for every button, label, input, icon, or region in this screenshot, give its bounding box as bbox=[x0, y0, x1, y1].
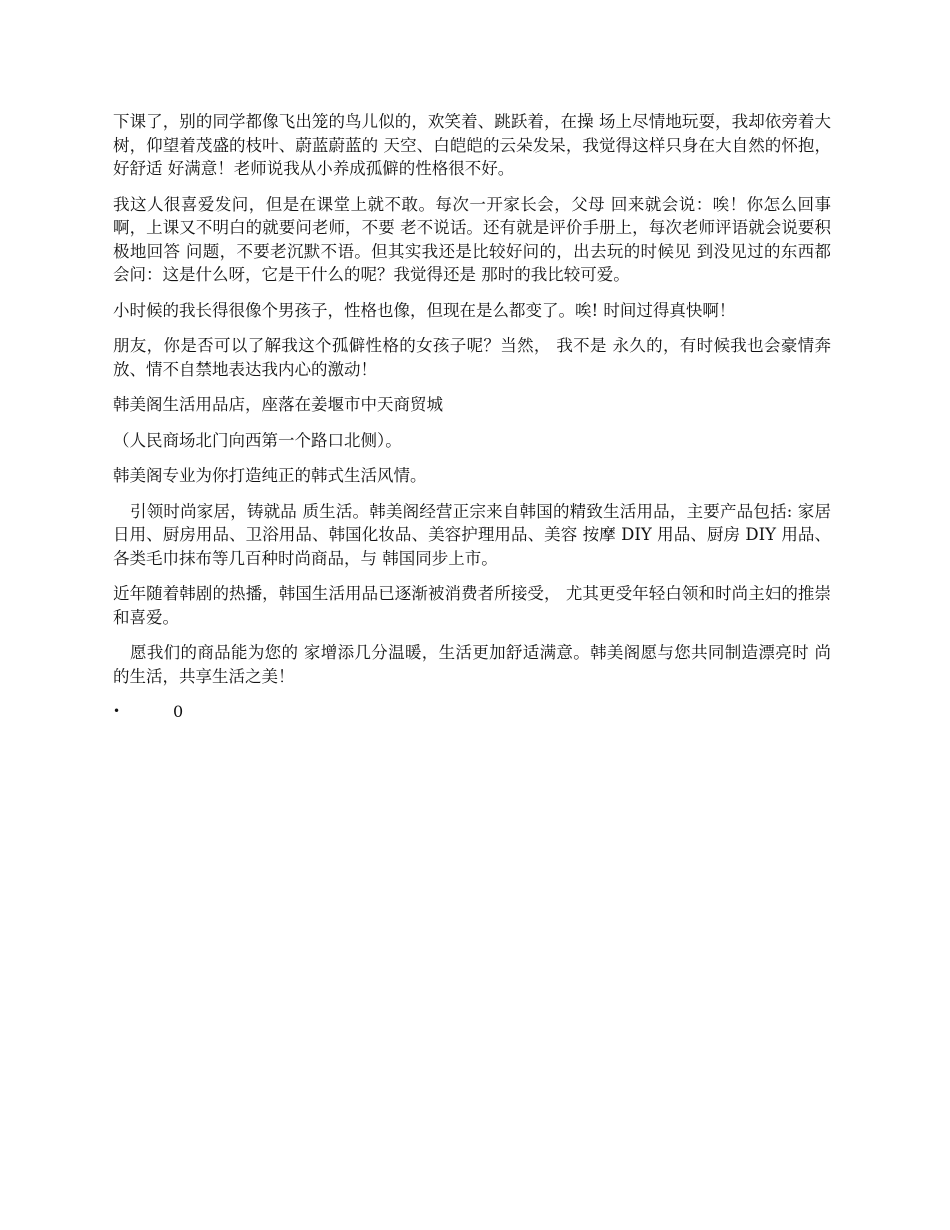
paragraph-9: 近年随着韩剧的热播，韩国生活用品已逐渐被消费者所接受， 尤其更受年轻白领和时尚主妇的推崇和喜爱。 bbox=[113, 584, 831, 627]
paragraph-2: 我这人很喜爱发问，但是在课堂上就不敢。每次一开家长会，父母 回来就会说：唉！你怎么回事啊，上课又不明白的就要问老师，不要 老不说话。还有就是评价手册上，每次老师评语就会说要积极地回答 问题，不要老沉默不语。但其实我还是比较好问的，出去玩的时候见 到没见过的东西都会问：这是什么呀，它是干什么的呢？我觉得还是 那时的我比较可爱。 bbox=[113, 194, 831, 284]
paragraph-7: 韩美阁专业为你打造纯正的韩式生活风情。 bbox=[113, 466, 427, 485]
paragraph-6: （人民商场北门向西第一个路口北侧）。 bbox=[113, 430, 402, 450]
paragraph-5: 韩美阁生活用品店，座落在姜堰市中天商贸城 bbox=[113, 395, 443, 414]
list-item-value: 0 bbox=[173, 702, 184, 721]
paragraph-3: 小时候的我长得很像个男孩子，性格也像，但现在是么都变了。唉! 时间过得真快啊！ bbox=[113, 300, 736, 320]
paragraph-10: 愿我们的商品能为您的 家增添几分温暖，生活更加舒适满意。韩美阁愿与您共同制造漂亮时 尚的生活，共享生活之美！ bbox=[113, 643, 831, 686]
document-page bbox=[113, 110, 831, 723]
paragraph-8: 引领时尚家居，铸就品 质生活。韩美阁经营正宗来自韩国的精致生活用品，主要产品包括: 家居日用、厨房用品、卫浴用品、韩国化妆品、美容护理用品、美容 按摩 DIY 用品、厨房 DIY 用品、各类毛巾抹布等几百种时尚商品，与 韩国同步上市。 bbox=[113, 501, 831, 568]
paragraph-1: 下课了，别的同学都像飞出笼的鸟儿似的，欢笑着、跳跃着，在操 场上尽情地玩耍，我却依旁着大树，仰望着茂盛的枝叶、蔚蓝蔚蓝的 天空、白皑皑的云朵发呆，我觉得这样只身在大自然的怀抱，好舒适 好满意！老师说我从小养成孤僻的性格很不好。 bbox=[113, 112, 831, 178]
paragraph-4: 朋友，你是否可以了解我这个孤僻性格的女孩子呢？当然， 我不是 永久的，有时候我也会豪情奔放、情不自禁地表达我内心的激动！ bbox=[113, 336, 831, 379]
list-item bbox=[113, 700, 831, 723]
bullet-icon: • bbox=[113, 704, 121, 718]
